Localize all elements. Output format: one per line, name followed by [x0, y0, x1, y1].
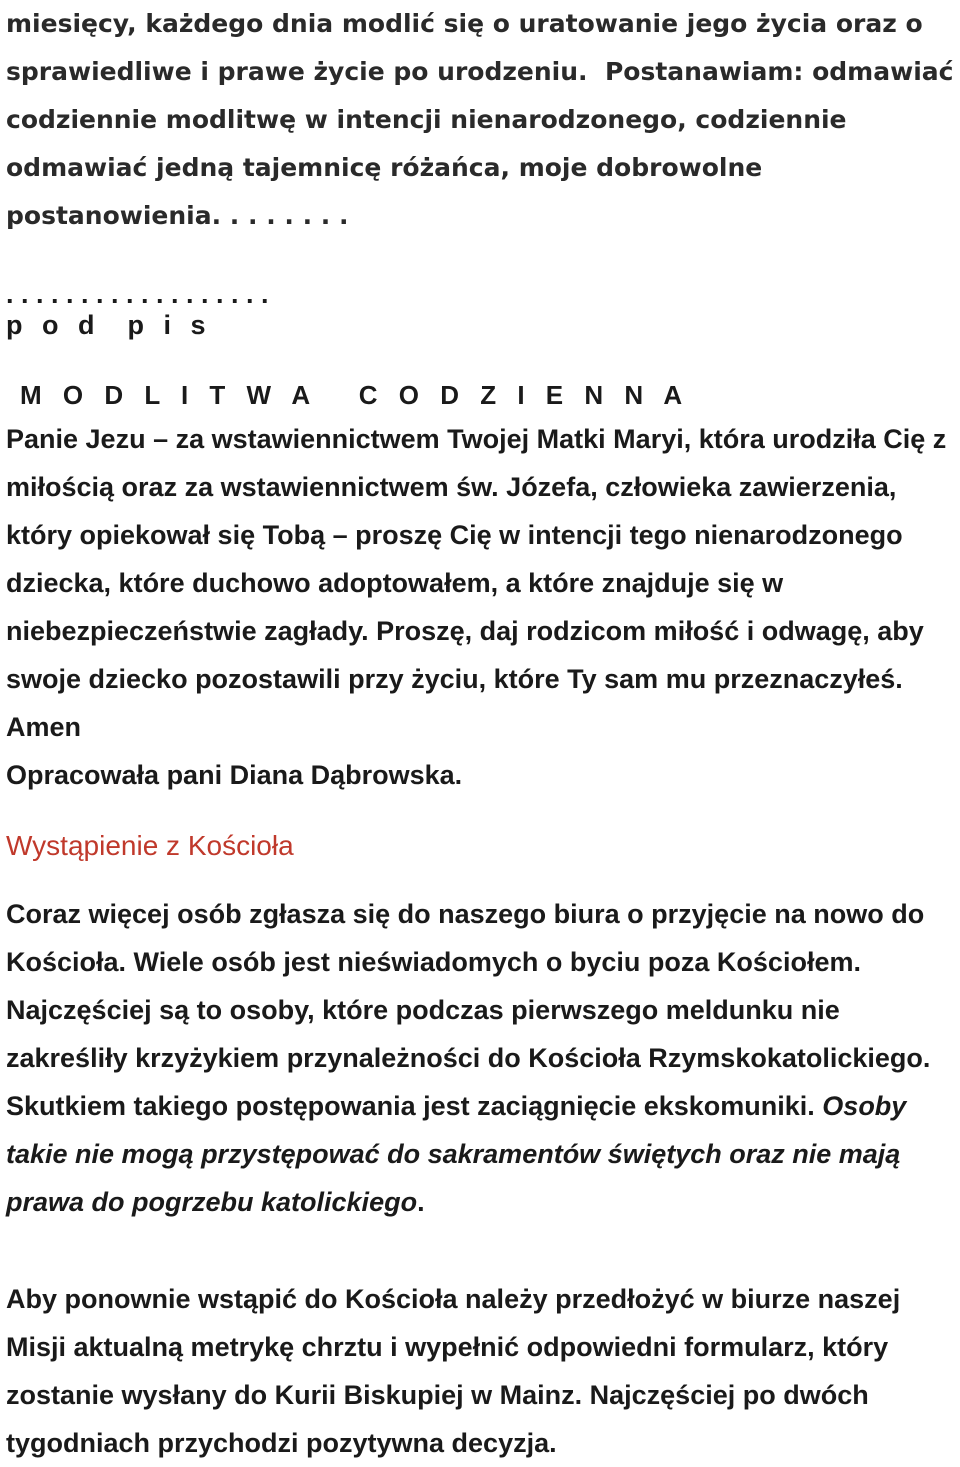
intro-line: odmawiać jedną tajemnicę różańca, moje dobrowolne	[6, 153, 763, 182]
paragraph-text: Aby ponownie wstąpić do Kościoła należy przedłożyć w biurze naszej Misji aktualną metrykę chrztu i wypełnić odpowiedni formularz, który zostanie wysłany do Kurii Biskupiej w Mainz. Najczęściej po dwóch tygodniach przychodzi pozytywna decyzja.	[6, 1284, 908, 1458]
intro-paragraph	[6, 0, 960, 240]
paragraph-text	[6, 890, 960, 1226]
signature-label: p o d p i s	[6, 310, 212, 340]
paragraph-normal-text: Coraz więcej osób zgłasza się do naszego biura o przyjęcie na nowo do Kościoła. Wiele osób jest nieświadomych o byciu poza Kościołem. Najczęściej są to osoby, które podczas pierwszego meldunku nie zakreśliły krzyżykiem przynależności do Kościoła Rzymskokatolickiego. Skutkiem takiego postępowania jest zaciągnięcie ekskomuniki.	[6, 899, 938, 1121]
intro-line: miesięcy, każdego dnia modlić się o uratowanie jego życia oraz o	[6, 9, 923, 38]
intro-line: codziennie modlitwę w intencji nienarodzonego, codziennie	[6, 105, 847, 134]
paragraph-italic-text: Osoby takie nie mogą przystępować do sakramentów świętych oraz nie mają prawa do pogrzebu katolickiego	[6, 1091, 914, 1217]
paragraph-end-text: .	[417, 1187, 425, 1217]
prayer-title: M O D L I T W A C O D Z I E N N A	[20, 380, 690, 410]
section-heading: Wystąpienie z Kościoła	[6, 830, 294, 861]
intro-line: sprawiedliwe i prawe życie po urodzeniu. Postanawiam: odmawiać	[6, 57, 954, 86]
prayer-text: Panie Jezu – za wstawiennictwem Twojej Matki Maryi, która urodziła Cię z miłością oraz za wstawiennictwem św. Józefa, człowieka zawierzenia, który opiekował się Tobą – proszę Cię w intencji tego nienarodzonego dziecka, które duchowo adoptowałem, a które znajduje się w niebezpieczeństwie zagłady. Proszę, daj rodzicom miłość i odwagę, aby swoje dziecko pozostawili przy życiu, które Ty sam mu przeznaczyłeś. Amen	[6, 424, 954, 742]
section-paragraph-1	[6, 890, 960, 1226]
intro-line: postanowienia. . . . . . . .	[6, 201, 349, 230]
prayer-author: Opracowała pani Diana Dąbrowska.	[6, 760, 463, 790]
signature-dots: . . . . . . . . . . . . . . . . . .	[6, 279, 269, 309]
section-paragraph-2	[6, 1275, 960, 1467]
prayer-text-block	[6, 415, 960, 799]
